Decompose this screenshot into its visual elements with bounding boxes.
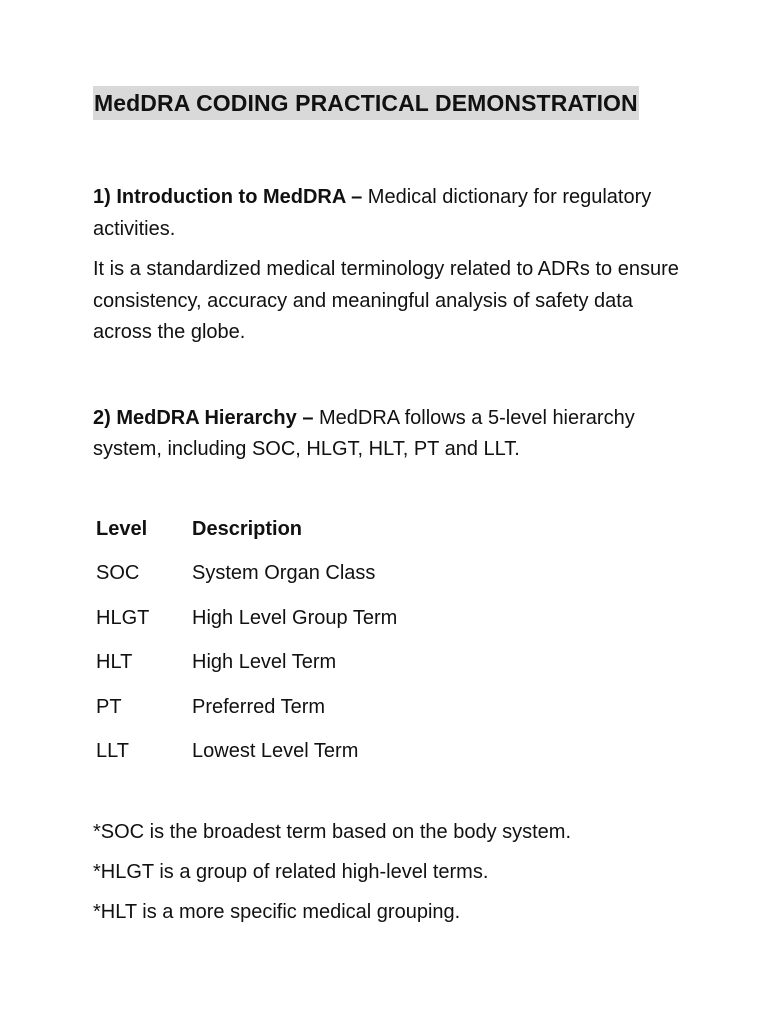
table-cell-description: Preferred Term <box>192 695 326 718</box>
section-hierarchy-heading: 2) MedDRA Hierarchy – <box>93 406 314 429</box>
table-cell-level: SOC <box>96 562 140 584</box>
note-hlgt: *HLGT is a group of related high-level terms. <box>93 860 489 883</box>
page-title: MedDRA CODING PRACTICAL DEMONSTRATION <box>93 86 639 120</box>
note-hlt: *HLT is a more specific medical grouping. <box>93 900 461 923</box>
section-introduction <box>93 182 693 245</box>
table-row <box>96 740 693 785</box>
table-cell-description: Lowest Level Term <box>192 740 359 762</box>
table-row <box>96 607 693 652</box>
section-hierarchy-heading-rest: MedDRA follows a 5-level hierarchy system, including SOC, HLGT, HLT, PT and LLT. <box>93 406 635 460</box>
section-introduction-heading-rest: Medical dictionary for regulatory activities. <box>93 186 652 240</box>
table-cell-description: High Level Term <box>192 651 337 673</box>
section-hierarchy <box>93 403 693 466</box>
document-page <box>93 86 693 938</box>
table-header-row <box>96 518 693 563</box>
table-row <box>96 651 693 696</box>
table-header-description: Description <box>192 517 303 540</box>
table-cell-level: PT <box>96 695 122 718</box>
section-introduction-paragraph: It is a standardized medical terminology related to ADRs to ensure consistency, accuracy and meaningful analysis of safety data across the globe. <box>93 258 679 343</box>
section-introduction-heading: 1) Introduction to MedDRA – <box>93 186 363 208</box>
table-row <box>96 696 693 741</box>
table-row <box>96 562 693 607</box>
notes-list <box>93 818 693 926</box>
hierarchy-table <box>96 518 693 785</box>
table-cell-description: System Organ Class <box>192 562 376 584</box>
table-header-level: Level <box>96 517 148 540</box>
table-cell-level: LLT <box>96 740 129 762</box>
note-soc: *SOC is the broadest term based on the body system. <box>93 820 572 843</box>
table-cell-level: HLGT <box>96 606 150 629</box>
table-cell-description: High Level Group Term <box>192 606 398 629</box>
table-cell-level: HLT <box>96 651 133 673</box>
